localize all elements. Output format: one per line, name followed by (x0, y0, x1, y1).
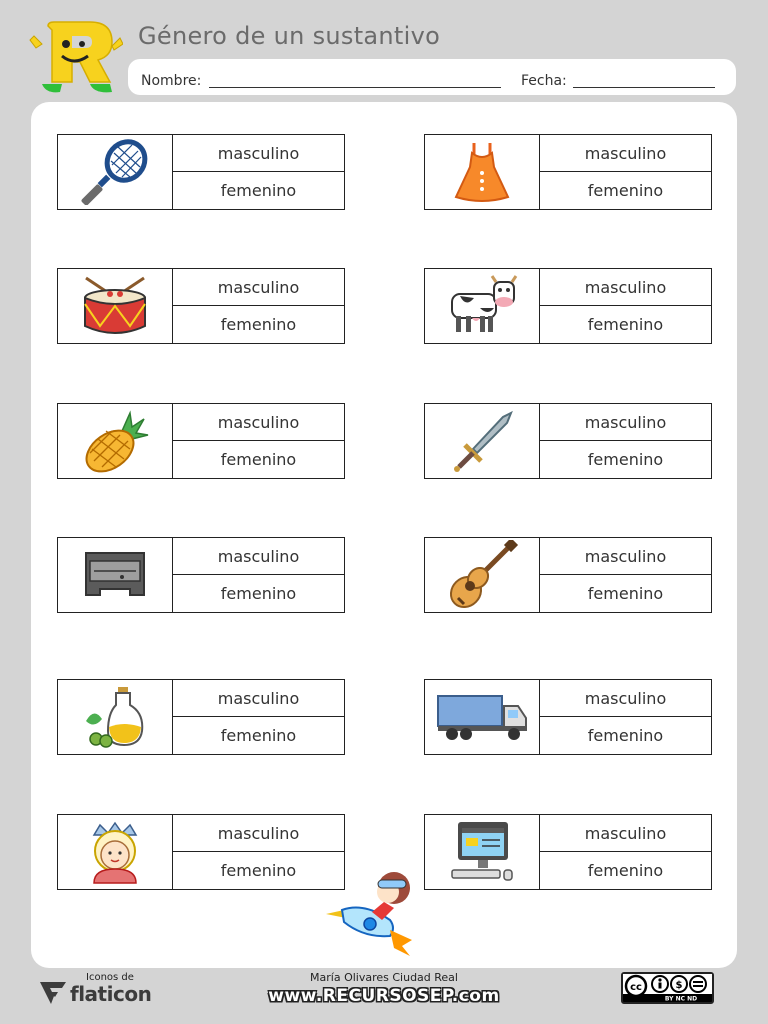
item-tennis-racket (57, 134, 345, 212)
icons-credit-label: Iconos de (86, 972, 134, 983)
item-truck (424, 679, 712, 757)
truck-icon (436, 692, 528, 742)
femenino-option[interactable]: femenino (173, 171, 345, 210)
masculino-option[interactable]: masculino (173, 537, 345, 576)
computer-icon (448, 820, 516, 884)
svg-text:cc: cc (630, 982, 642, 993)
cow-picture (424, 268, 540, 344)
masculino-option[interactable]: masculino (173, 814, 345, 853)
pineapple-picture (57, 403, 173, 479)
rocket-kid-illustration (324, 866, 420, 962)
dress-icon (454, 141, 510, 203)
item-drum (57, 268, 345, 346)
drum-icon (80, 274, 150, 338)
femenino-option[interactable]: femenino (173, 574, 345, 613)
femenino-option[interactable]: femenino (540, 574, 712, 613)
femenino-option[interactable]: femenino (173, 851, 345, 890)
date-field[interactable] (573, 87, 715, 88)
masculino-option[interactable]: masculino (540, 814, 712, 853)
truck-picture (424, 679, 540, 755)
masculino-option[interactable]: masculino (173, 268, 345, 307)
item-pineapple (57, 403, 345, 481)
item-olive-oil (57, 679, 345, 757)
masculino-option[interactable]: masculino (173, 134, 345, 173)
item-queen (57, 814, 345, 892)
femenino-option[interactable]: femenino (540, 851, 712, 890)
queen-icon (80, 819, 150, 885)
femenino-option[interactable]: femenino (540, 716, 712, 755)
item-computer (424, 814, 712, 892)
masculino-option[interactable]: masculino (173, 679, 345, 718)
name-field[interactable] (209, 87, 501, 88)
masculino-option[interactable]: masculino (540, 679, 712, 718)
svg-text:$: $ (675, 980, 683, 991)
masculino-option[interactable]: masculino (173, 403, 345, 442)
masculino-option[interactable]: masculino (540, 268, 712, 307)
cc-license-icon (623, 974, 712, 1002)
femenino-option[interactable]: femenino (173, 440, 345, 479)
olive-oil-icon (82, 685, 148, 749)
cc-terms: BY NC ND (664, 995, 698, 1002)
item-cow (424, 268, 712, 346)
creative-commons-badge (621, 972, 714, 1004)
femenino-option[interactable]: femenino (540, 171, 712, 210)
sharpener-picture (57, 537, 173, 613)
olive-oil-picture (57, 679, 173, 755)
name-label: Nombre: (141, 73, 202, 89)
item-sword (424, 403, 712, 481)
page-title: Género de un sustantivo (138, 22, 441, 50)
cow-icon (446, 274, 518, 338)
item-guitar (424, 537, 712, 615)
guitar-picture (424, 537, 540, 613)
pineapple-icon (80, 409, 150, 473)
guitar-icon (444, 540, 520, 610)
queen-picture (57, 814, 173, 890)
masculino-option[interactable]: masculino (540, 537, 712, 576)
femenino-option[interactable]: femenino (173, 716, 345, 755)
pencil-sharpener-icon (82, 547, 148, 603)
recursosep-logo (28, 18, 123, 100)
masculino-option[interactable]: masculino (540, 134, 712, 173)
name-date-bar (128, 59, 736, 95)
flaticon-brand: flaticon (70, 982, 152, 1006)
drum-picture (57, 268, 173, 344)
author-name: María Olivares Ciudad Real (310, 971, 458, 984)
item-sharpener (57, 537, 345, 615)
tennis-racket-icon (80, 139, 150, 205)
website-link[interactable]: www.RECURSOSEP.com (268, 986, 500, 1006)
date-label: Fecha: (521, 73, 567, 89)
dress-picture (424, 134, 540, 210)
sword-icon (449, 409, 515, 473)
femenino-option[interactable]: femenino (540, 440, 712, 479)
item-dress (424, 134, 712, 212)
femenino-option[interactable]: femenino (173, 305, 345, 344)
sword-picture (424, 403, 540, 479)
computer-picture (424, 814, 540, 890)
masculino-option[interactable]: masculino (540, 403, 712, 442)
femenino-option[interactable]: femenino (540, 305, 712, 344)
tennis-racket-picture (57, 134, 173, 210)
